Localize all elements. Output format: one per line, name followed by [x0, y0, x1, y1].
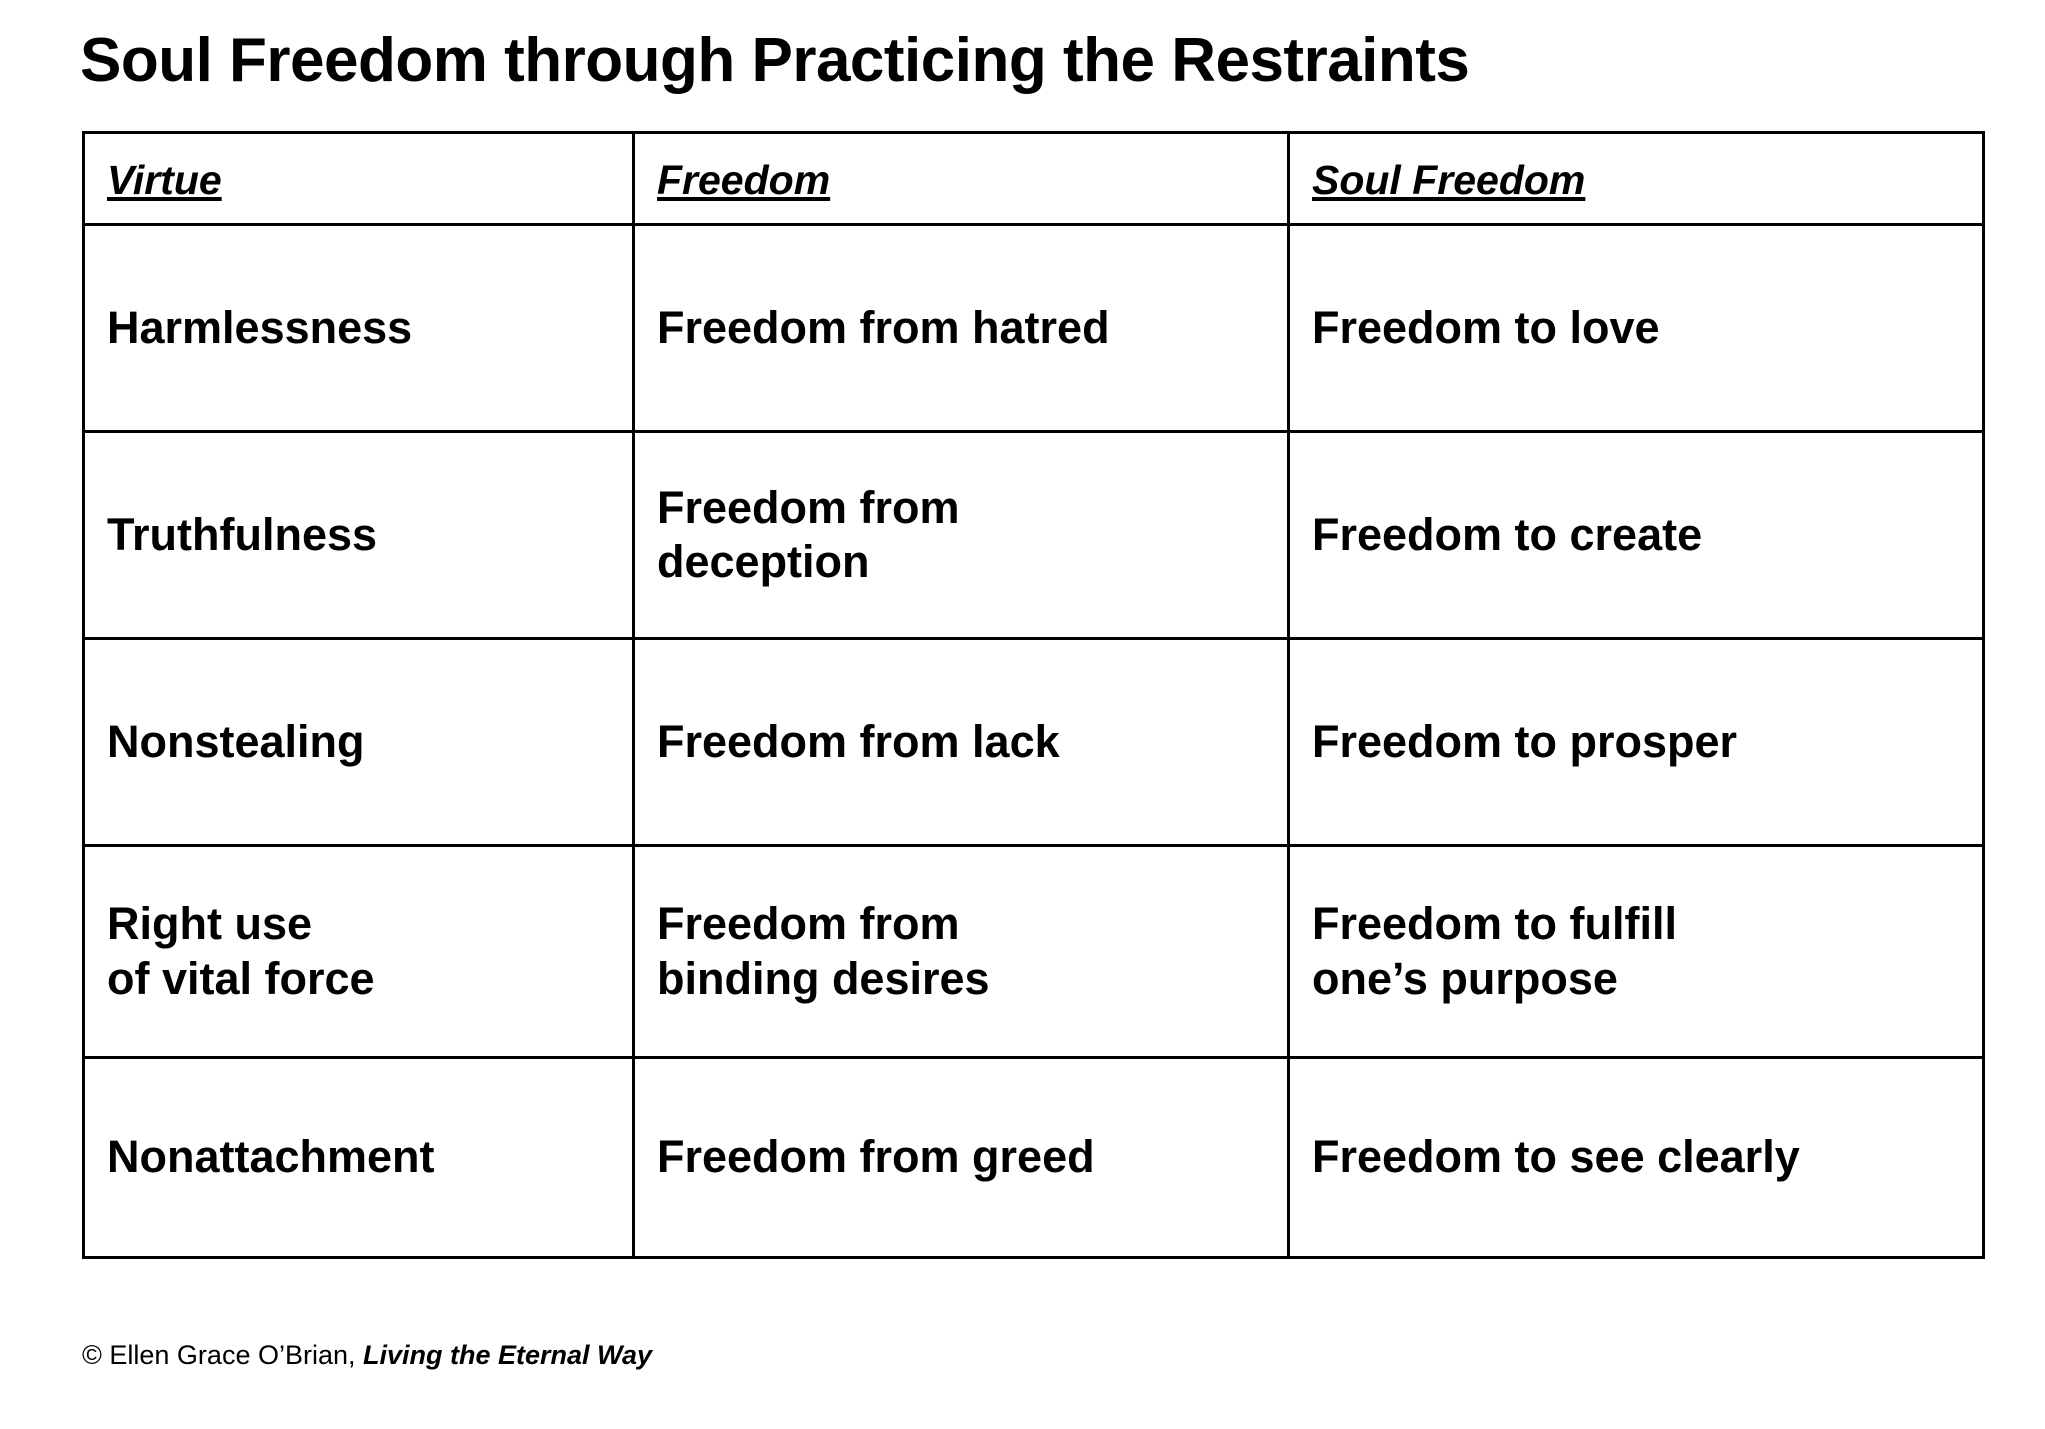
copyright-credit	[82, 1340, 652, 1371]
cell-virtue	[84, 846, 634, 1058]
cell-soul-freedom	[1289, 639, 1984, 846]
column-header-virtue-label: Virtue	[107, 157, 222, 204]
table-row	[84, 225, 1984, 432]
cell-freedom	[634, 432, 1289, 639]
cell-freedom-text: Freedom from deception	[657, 481, 960, 588]
cell-freedom	[634, 1058, 1289, 1258]
cell-freedom	[634, 639, 1289, 846]
cell-virtue	[84, 225, 634, 432]
cell-soul-freedom-text: Freedom to create	[1312, 508, 1703, 560]
table-row	[84, 639, 1984, 846]
cell-virtue-text: Harmlessness	[107, 301, 413, 353]
cell-virtue-text: Nonstealing	[107, 715, 365, 767]
cell-virtue	[84, 639, 634, 846]
column-header-freedom	[634, 133, 1289, 225]
credit-author: © Ellen Grace O’Brian,	[82, 1340, 363, 1370]
virtues-table	[82, 131, 1985, 1259]
cell-virtue-text: Nonattachment	[107, 1131, 435, 1183]
column-header-virtue	[84, 133, 634, 225]
cell-freedom-text: Freedom from lack	[657, 715, 1060, 767]
cell-soul-freedom-text: Freedom to love	[1312, 301, 1660, 353]
cell-freedom-text: Freedom from binding desires	[657, 898, 990, 1004]
column-header-freedom-label: Freedom	[657, 157, 831, 204]
cell-virtue	[84, 432, 634, 639]
cell-freedom	[634, 846, 1289, 1058]
cell-freedom-text: Freedom from greed	[657, 1131, 1095, 1183]
cell-virtue	[84, 1058, 634, 1258]
column-header-soul-freedom	[1289, 133, 1984, 225]
cell-soul-freedom	[1289, 1058, 1984, 1258]
column-header-soul-freedom-label: Soul Freedom	[1312, 157, 1586, 204]
table-row	[84, 846, 1984, 1058]
cell-soul-freedom	[1289, 432, 1984, 639]
cell-soul-freedom-text: Freedom to prosper	[1312, 715, 1738, 767]
cell-soul-freedom	[1289, 225, 1984, 432]
cell-soul-freedom	[1289, 846, 1984, 1058]
cell-virtue-text: Truthfulness	[107, 508, 378, 560]
page-title: Soul Freedom through Practicing the Restraints	[80, 26, 1470, 95]
cell-virtue-text: Right use of vital force	[107, 898, 375, 1004]
table-row	[84, 432, 1984, 639]
cell-freedom-text: Freedom from hatred	[657, 301, 1110, 353]
table-header-row	[84, 133, 1984, 225]
credit-work-title: Living the Eternal Way	[363, 1340, 653, 1370]
table-row	[84, 1058, 1984, 1258]
cell-soul-freedom-text: Freedom to fulfill one’s purpose	[1312, 898, 1677, 1004]
cell-freedom	[634, 225, 1289, 432]
cell-soul-freedom-text: Freedom to see clearly	[1312, 1131, 1800, 1183]
